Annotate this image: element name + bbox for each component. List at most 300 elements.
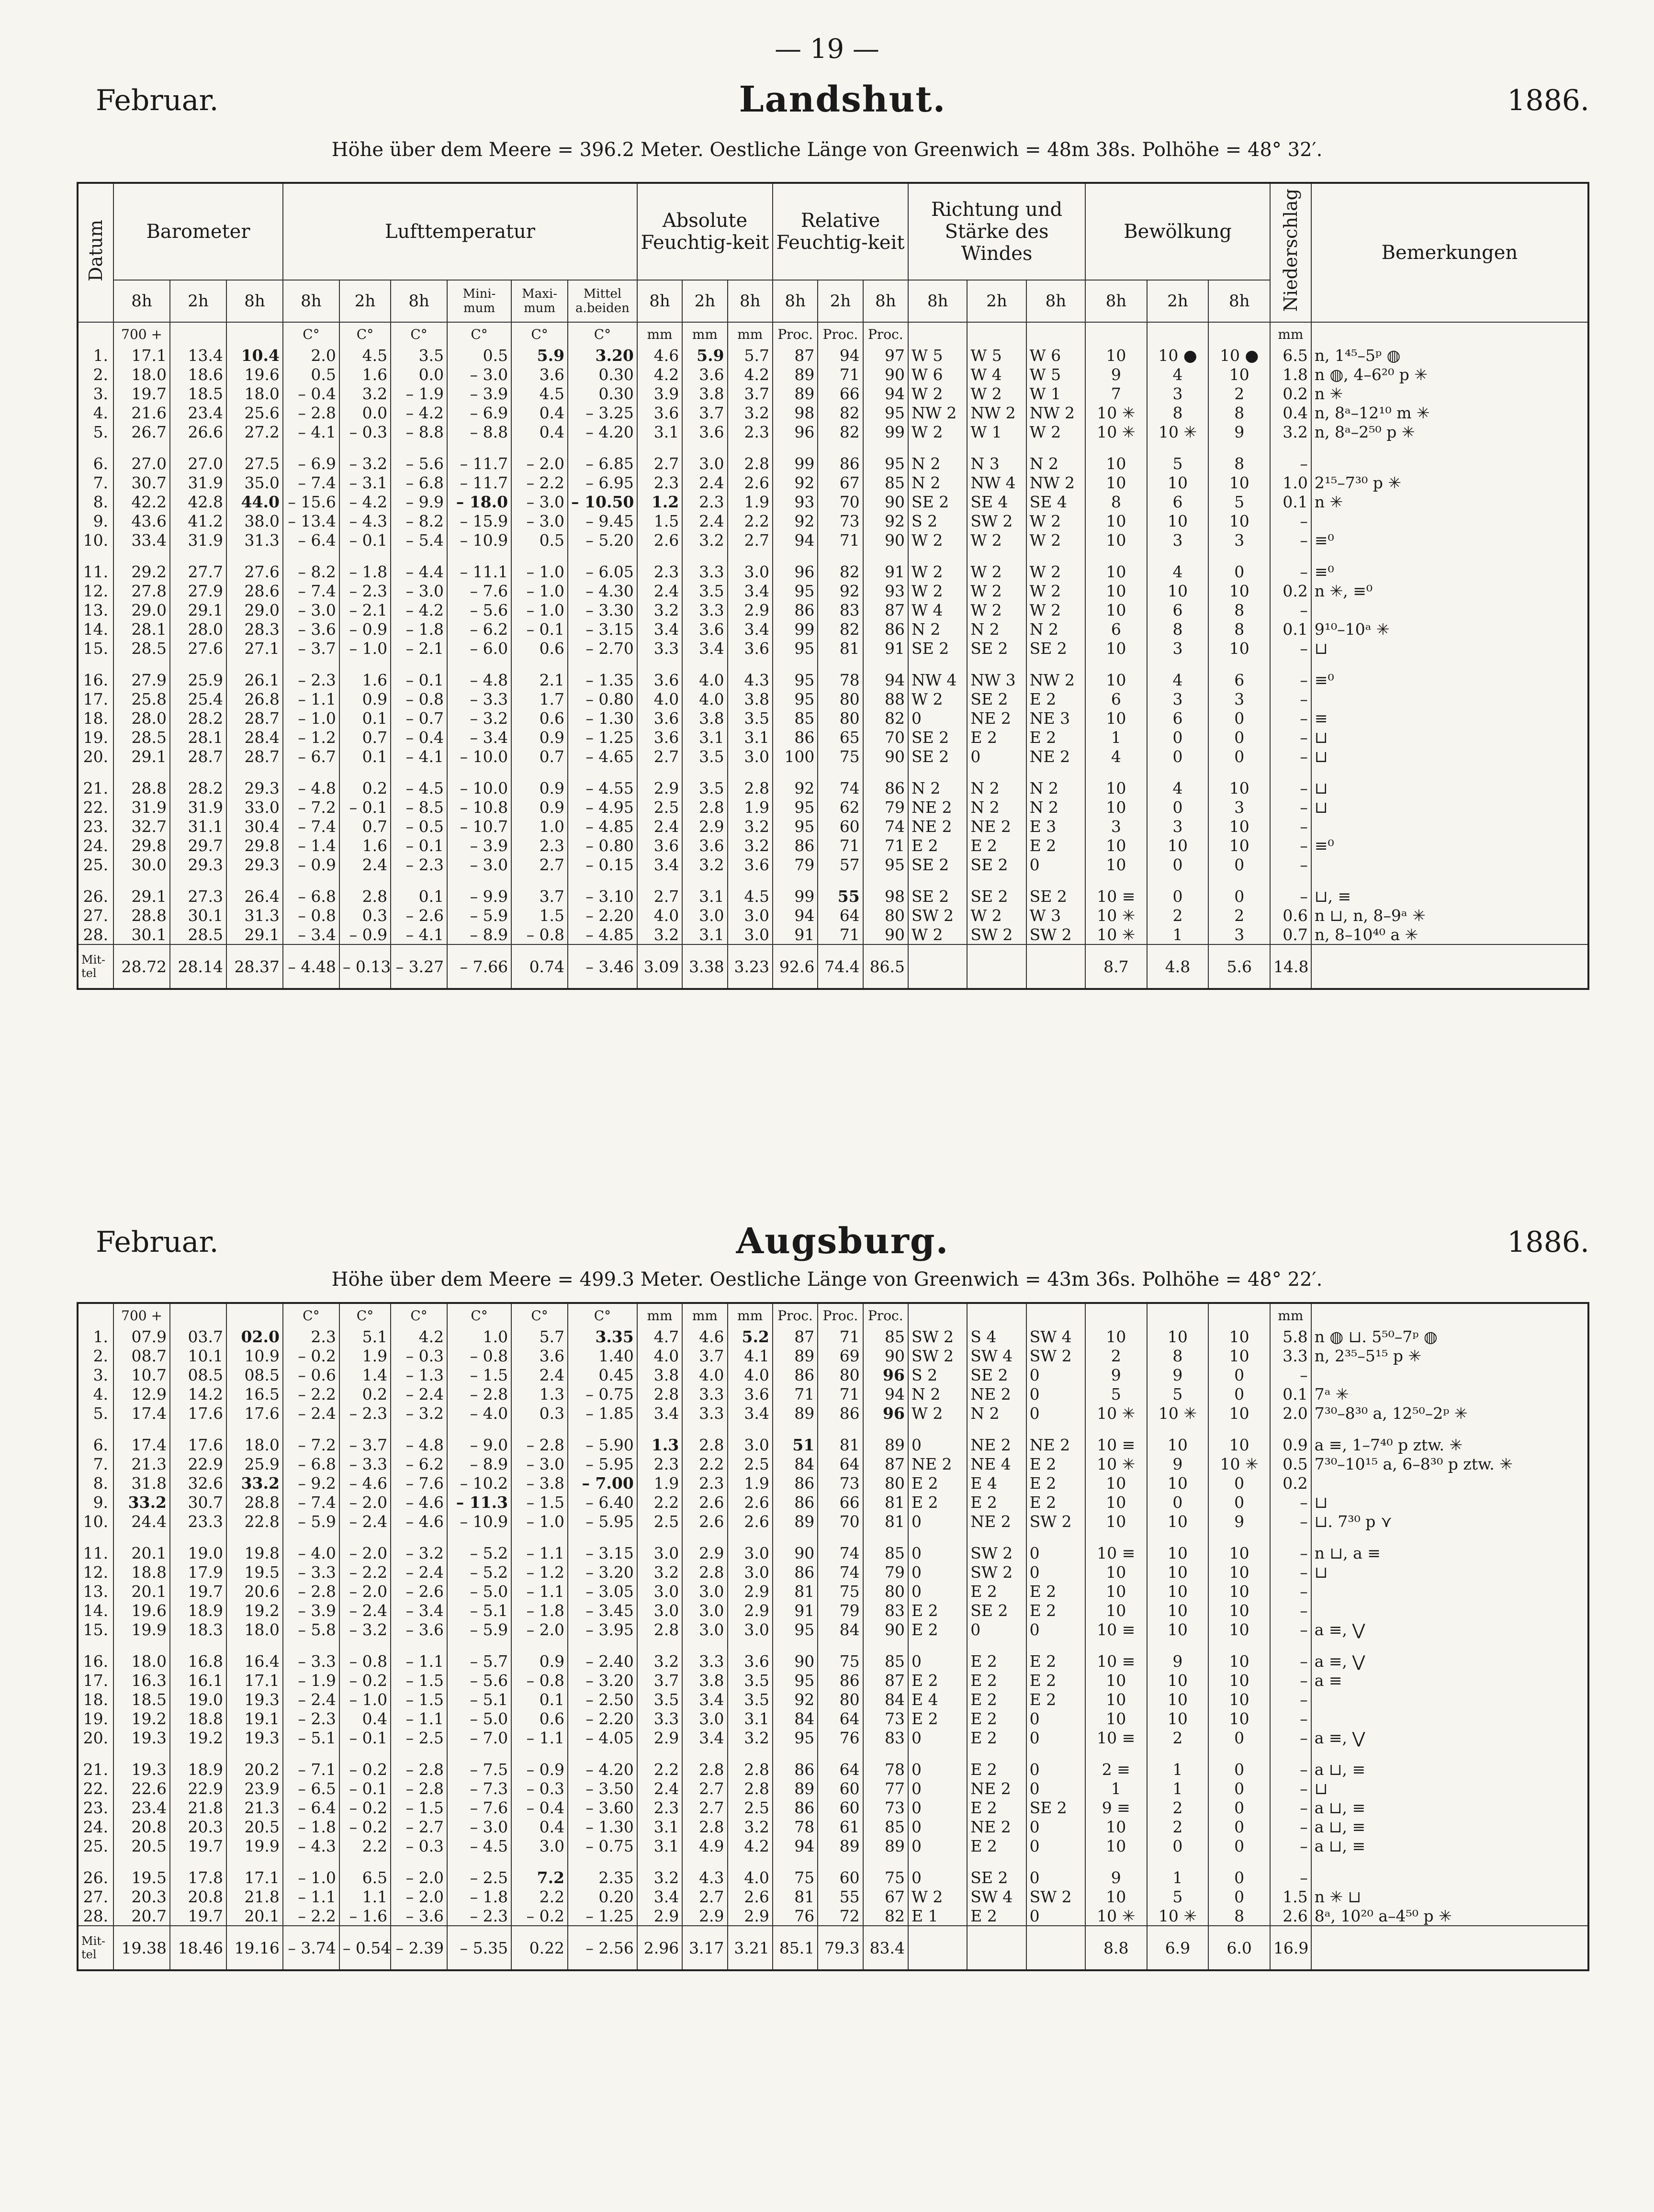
value-cell: 2.6	[682, 1512, 727, 1531]
value-cell: – 0.9	[339, 619, 391, 639]
value-cell: – 1.0	[511, 1512, 568, 1531]
landshut-table	[77, 182, 1589, 990]
spacer-cell	[1311, 1747, 1588, 1760]
value-cell: 95	[773, 1728, 818, 1747]
table-row	[78, 836, 1588, 855]
value-cell: – 2.3	[339, 581, 391, 600]
value-cell: 1	[1147, 1868, 1209, 1887]
value-cell: 18.8	[170, 1709, 226, 1728]
value-cell: 2	[1085, 1346, 1147, 1365]
spacer-cell	[568, 1639, 637, 1651]
value-cell: 2.7	[511, 855, 568, 874]
value-cell: 69	[818, 1346, 863, 1365]
spacer-cell	[682, 550, 727, 562]
remark-cell	[1311, 1868, 1588, 1887]
value-cell: –	[1270, 797, 1311, 817]
value-cell: 9	[1208, 1512, 1270, 1531]
value-cell: 10	[1085, 1512, 1147, 1531]
date-cell: 2.	[78, 1346, 113, 1365]
spacer-cell	[1270, 550, 1311, 562]
value-cell: – 7.2	[283, 797, 339, 817]
value-cell: 84	[863, 1690, 908, 1709]
spacer-cell	[78, 1747, 113, 1760]
value-cell: – 3.6	[283, 619, 339, 639]
value-cell: – 5.9	[447, 1620, 511, 1639]
remark-cell: 2¹⁵–7³⁰ p ✳	[1311, 473, 1588, 492]
spacer-cell	[728, 1747, 773, 1760]
subheader-h8: 8h	[863, 280, 908, 322]
value-cell: – 6.40	[568, 1493, 637, 1512]
value-cell: 81	[818, 1435, 863, 1454]
value-cell: 28.7	[226, 747, 283, 766]
value-cell: – 7.4	[283, 817, 339, 836]
date-cell: 27.	[78, 1887, 113, 1906]
table-row	[78, 365, 1588, 384]
value-cell: 10.9	[226, 1346, 283, 1365]
spacer-cell	[1208, 1855, 1270, 1868]
value-cell: 5.2	[728, 1327, 773, 1346]
mittel-value: 5.6	[1208, 944, 1270, 989]
value-cell: 86	[773, 1798, 818, 1817]
value-cell: 2.3	[637, 1454, 682, 1473]
table-row	[78, 1543, 1588, 1562]
value-cell: 19.0	[170, 1690, 226, 1709]
remark-cell: a ⊔, ≡	[1311, 1760, 1588, 1779]
spacer-cell	[113, 766, 170, 778]
value-cell: –	[1270, 511, 1311, 530]
value-cell: 0	[908, 1817, 967, 1836]
unit-cell	[1147, 1303, 1209, 1327]
value-cell: 3.1	[728, 728, 773, 747]
spacer-row	[78, 1423, 1588, 1435]
value-cell: 2.35	[568, 1868, 637, 1887]
subheader-minimum: Mini-mum	[447, 280, 511, 322]
value-cell: 0	[967, 1620, 1026, 1639]
value-cell: – 7.5	[447, 1760, 511, 1779]
unit-cell: mm	[728, 322, 773, 346]
value-cell: 71	[818, 836, 863, 855]
value-cell: 10	[1208, 1709, 1270, 1728]
value-cell: 19.3	[226, 1690, 283, 1709]
value-cell: 3	[1147, 530, 1209, 550]
value-cell: – 0.4	[511, 1798, 568, 1817]
value-cell: – 10.50	[568, 492, 637, 511]
value-cell: 1.9	[728, 1473, 773, 1493]
value-cell: 2.3	[682, 1473, 727, 1493]
col-bemerkungen: Bemerkungen	[1311, 183, 1588, 322]
value-cell: 14.2	[170, 1384, 226, 1404]
value-cell: 62	[818, 797, 863, 817]
value-cell: 85	[863, 1543, 908, 1562]
value-cell: 2.3	[511, 836, 568, 855]
mittel-value	[967, 1926, 1026, 1970]
value-cell: 0.9	[511, 1651, 568, 1671]
value-cell: – 7.3	[447, 1779, 511, 1798]
value-cell: 0	[1026, 1817, 1085, 1836]
value-cell: 78	[818, 670, 863, 689]
value-cell: – 3.2	[391, 1543, 447, 1562]
value-cell: 2.3	[637, 1798, 682, 1817]
subheader-h2: 2h	[1147, 280, 1209, 322]
value-cell: 81	[863, 1512, 908, 1531]
value-cell: 85	[863, 1817, 908, 1836]
mittel-value: 74.4	[818, 944, 863, 989]
value-cell: – 1.9	[283, 1671, 339, 1690]
spacer-cell	[78, 441, 113, 454]
value-cell: 3	[1208, 797, 1270, 817]
value-cell: – 3.9	[283, 1601, 339, 1620]
value-cell: 0	[1026, 1836, 1085, 1855]
subheader-h2: 2h	[682, 280, 727, 322]
value-cell: 71	[818, 1384, 863, 1404]
value-cell: 94	[773, 1836, 818, 1855]
spacer-cell	[1147, 874, 1209, 887]
spacer-cell	[391, 1639, 447, 1651]
value-cell: – 6.9	[283, 454, 339, 473]
value-cell: – 2.0	[339, 1582, 391, 1601]
augsburg-header	[96, 1221, 1589, 1264]
table-row	[78, 728, 1588, 747]
value-cell: 2	[1147, 906, 1209, 925]
value-cell: 3.6	[637, 728, 682, 747]
value-cell: 13.4	[170, 346, 226, 365]
value-cell: 4.3	[682, 1868, 727, 1887]
spacer-cell	[339, 550, 391, 562]
value-cell: – 10.2	[447, 1473, 511, 1493]
value-cell: – 4.20	[568, 422, 637, 441]
value-cell: 0	[1147, 887, 1209, 906]
value-cell: – 3.7	[339, 1435, 391, 1454]
value-cell: 83	[818, 600, 863, 619]
value-cell: 10	[1147, 581, 1209, 600]
value-cell: –	[1270, 1868, 1311, 1887]
date-cell: 25.	[78, 1836, 113, 1855]
value-cell: 29.3	[170, 855, 226, 874]
value-cell: 21.3	[113, 1454, 170, 1473]
value-cell: 92	[773, 473, 818, 492]
value-cell: 10	[1208, 581, 1270, 600]
spacer-cell	[1026, 1855, 1085, 1868]
spacer-cell	[1026, 550, 1085, 562]
remark-cell: n, 8ᵃ–2⁵⁰ p ✳	[1311, 422, 1588, 441]
value-cell: 0.4	[511, 422, 568, 441]
value-cell: –	[1270, 1601, 1311, 1620]
value-cell: – 3.0	[447, 1817, 511, 1836]
spacer-cell	[170, 658, 226, 670]
value-cell: E 2	[967, 1798, 1026, 1817]
value-cell: 2.9	[637, 1728, 682, 1747]
value-cell: 1.9	[728, 797, 773, 817]
value-cell: – 0.1	[511, 619, 568, 639]
spacer-cell	[511, 1855, 568, 1868]
value-cell: N 2	[908, 473, 967, 492]
value-cell: 0	[908, 1562, 967, 1582]
value-cell: 3.1	[637, 422, 682, 441]
spacer-cell	[1085, 874, 1147, 887]
value-cell: 3.6	[728, 855, 773, 874]
value-cell: 28.7	[170, 747, 226, 766]
value-cell: W 5	[1026, 365, 1085, 384]
date-cell: 2.	[78, 365, 113, 384]
remark-cell: ≡⁰	[1311, 836, 1588, 855]
value-cell: – 2.6	[391, 906, 447, 925]
value-cell: 33.0	[226, 797, 283, 817]
value-cell: 17.4	[113, 1404, 170, 1423]
value-cell: W 2	[967, 384, 1026, 403]
value-cell: 89	[773, 1404, 818, 1423]
value-cell: 87	[773, 346, 818, 365]
value-cell: 0.9	[1270, 1435, 1311, 1454]
value-cell: 80	[818, 1690, 863, 1709]
value-cell: – 2.4	[283, 1404, 339, 1423]
value-cell: 0.6	[511, 1709, 568, 1728]
spacer-cell	[1026, 1639, 1085, 1651]
spacer-cell	[908, 766, 967, 778]
value-cell: – 3.3	[339, 1454, 391, 1473]
value-cell: – 5.95	[568, 1512, 637, 1531]
value-cell: 2.2	[637, 1493, 682, 1512]
value-cell: 2.8	[339, 887, 391, 906]
value-cell: 98	[863, 887, 908, 906]
value-cell: 4.0	[728, 1365, 773, 1384]
value-cell: NE 2	[967, 1512, 1026, 1531]
table-row	[78, 1779, 1588, 1798]
value-cell: 19.0	[170, 1543, 226, 1562]
value-cell: 67	[818, 473, 863, 492]
value-cell: – 3.4	[283, 925, 339, 944]
value-cell: W 6	[908, 365, 967, 384]
mittel-value: 6.9	[1147, 1926, 1209, 1970]
spacer-cell	[1311, 766, 1588, 778]
spacer-cell	[113, 1423, 170, 1435]
value-cell: 0.0	[391, 365, 447, 384]
value-cell: 2.0	[283, 346, 339, 365]
unit-cell: mm	[682, 1303, 727, 1327]
value-cell: 3.6	[637, 403, 682, 422]
value-cell: 92	[818, 581, 863, 600]
value-cell: – 7.0	[447, 1728, 511, 1747]
mittel-value: 3.21	[728, 1926, 773, 1970]
unit-cell: C°	[283, 1303, 339, 1327]
unit-cell	[226, 1303, 283, 1327]
value-cell: – 0.80	[568, 689, 637, 708]
spacer-cell	[447, 441, 511, 454]
spacer-cell	[637, 550, 682, 562]
value-cell: 99	[773, 454, 818, 473]
spacer-cell	[1208, 874, 1270, 887]
spacer-cell	[1085, 441, 1147, 454]
value-cell: 3.6	[637, 708, 682, 728]
value-cell: 1	[1147, 1779, 1209, 1798]
date-cell: 9.	[78, 1493, 113, 1512]
value-cell: NW 4	[967, 473, 1026, 492]
value-cell: 67	[863, 1887, 908, 1906]
spacer-cell	[391, 1531, 447, 1543]
value-cell: – 2.7	[391, 1817, 447, 1836]
value-cell: 10	[1147, 1473, 1209, 1493]
value-cell: – 0.8	[447, 1346, 511, 1365]
year-label: 1886.	[1507, 84, 1589, 117]
remark-cell: n, 8ᵃ–12¹⁰ m ✳	[1311, 403, 1588, 422]
spacer-cell	[908, 1747, 967, 1760]
value-cell: – 0.80	[568, 836, 637, 855]
value-cell: 5	[1147, 1887, 1209, 1906]
value-cell: E 2	[908, 1493, 967, 1512]
value-cell: – 4.4	[391, 562, 447, 581]
value-cell: – 3.2	[339, 454, 391, 473]
spacer-cell	[637, 1747, 682, 1760]
value-cell: – 6.9	[447, 403, 511, 422]
value-cell: E 2	[1026, 728, 1085, 747]
value-cell: 28.0	[170, 619, 226, 639]
spacer-cell	[637, 1531, 682, 1543]
value-cell: E 2	[1026, 1690, 1085, 1709]
value-cell: W 6	[1026, 346, 1085, 365]
value-cell: 86	[773, 600, 818, 619]
value-cell: – 1.0	[339, 1690, 391, 1709]
value-cell: NE 3	[1026, 708, 1085, 728]
value-cell: 2.8	[728, 1760, 773, 1779]
value-cell: 0.6	[511, 639, 568, 658]
spacer-cell	[1208, 1531, 1270, 1543]
value-cell: – 7.6	[447, 581, 511, 600]
remark-cell: ⊔	[1311, 778, 1588, 797]
value-cell: 28.8	[113, 778, 170, 797]
value-cell: – 6.5	[283, 1779, 339, 1798]
value-cell: 81	[863, 1493, 908, 1512]
remark-cell	[1311, 1582, 1588, 1601]
value-cell: 89	[863, 1435, 908, 1454]
spacer-cell	[773, 441, 818, 454]
value-cell: 4.9	[682, 1836, 727, 1855]
spacer-cell	[568, 1531, 637, 1543]
value-cell: 0	[1026, 1906, 1085, 1926]
value-cell: 60	[818, 1779, 863, 1798]
unit-cell	[1085, 322, 1147, 346]
subheader-h8: 8h	[226, 280, 283, 322]
value-cell: 2.2	[728, 511, 773, 530]
table-row	[78, 492, 1588, 511]
value-cell: 10	[1085, 511, 1147, 530]
value-cell: NE 2	[1026, 1435, 1085, 1454]
value-cell: E 3	[1026, 817, 1085, 836]
spacer-cell	[773, 1855, 818, 1868]
value-cell: SE 4	[1026, 492, 1085, 511]
spacer-cell	[818, 1423, 863, 1435]
value-cell: – 2.2	[283, 1906, 339, 1926]
value-cell: 2.0	[1270, 1404, 1311, 1423]
spacer-cell	[226, 658, 283, 670]
spacer-cell	[773, 1747, 818, 1760]
value-cell: 10 ●	[1147, 346, 1209, 365]
value-cell: – 2.0	[511, 1620, 568, 1639]
value-cell: 8	[1208, 1906, 1270, 1926]
value-cell: 10	[1085, 836, 1147, 855]
value-cell: SW 4	[967, 1346, 1026, 1365]
value-cell: N 2	[1026, 797, 1085, 817]
value-cell: SW 2	[1026, 1512, 1085, 1531]
value-cell: 71	[818, 925, 863, 944]
value-cell: 23.4	[170, 403, 226, 422]
value-cell: 0.4	[511, 1817, 568, 1836]
value-cell: 5.8	[1270, 1327, 1311, 1346]
value-cell: – 4.2	[339, 492, 391, 511]
value-cell: – 9.2	[283, 1473, 339, 1493]
value-cell: 10 ✳	[1208, 1454, 1270, 1473]
mittel-value: 28.37	[226, 944, 283, 989]
value-cell: 95	[863, 454, 908, 473]
value-cell: 26.6	[170, 422, 226, 441]
value-cell: – 18.0	[447, 492, 511, 511]
value-cell: – 4.8	[391, 1435, 447, 1454]
value-cell: 10 ●	[1208, 346, 1270, 365]
value-cell: 1.2	[637, 492, 682, 511]
value-cell: 83	[863, 1728, 908, 1747]
subheader-h2: 2h	[967, 280, 1026, 322]
spacer-row	[78, 658, 1588, 670]
spacer-cell	[682, 1855, 727, 1868]
mittel-value: 0.22	[511, 1926, 568, 1970]
spacer-cell	[1085, 1531, 1147, 1543]
spacer-cell	[226, 1747, 283, 1760]
value-cell: W 2	[1026, 562, 1085, 581]
value-cell: 28.1	[170, 728, 226, 747]
spacer-cell	[1311, 1855, 1588, 1868]
value-cell: 95	[773, 817, 818, 836]
value-cell: – 1.8	[391, 619, 447, 639]
value-cell: 3.3	[1270, 1346, 1311, 1365]
spacer-cell	[1270, 766, 1311, 778]
value-cell: 27.0	[113, 454, 170, 473]
value-cell: E 2	[1026, 1493, 1085, 1512]
value-cell: –	[1270, 1817, 1311, 1836]
spacer-cell	[967, 658, 1026, 670]
value-cell: 0	[1147, 728, 1209, 747]
spacer-cell	[447, 874, 511, 887]
value-cell: 0.4	[511, 403, 568, 422]
value-cell: 3.8	[682, 708, 727, 728]
subheader-h8: 8h	[773, 280, 818, 322]
value-cell: 3.2	[637, 1562, 682, 1582]
table-row	[78, 855, 1588, 874]
landshut-table-wrap	[77, 182, 1589, 990]
value-cell: NE 2	[1026, 747, 1085, 766]
value-cell: 2.3	[637, 473, 682, 492]
value-cell: – 1.0	[511, 600, 568, 619]
mittel-value: – 2.56	[568, 1926, 637, 1970]
remark-cell: a ≡, ⋁	[1311, 1651, 1588, 1671]
value-cell: 16.1	[170, 1671, 226, 1690]
value-cell: 0	[1026, 855, 1085, 874]
value-cell: 10 ✳	[1085, 906, 1147, 925]
value-cell: 98	[773, 403, 818, 422]
spacer-row	[78, 1747, 1588, 1760]
subheader-h8: 8h	[728, 280, 773, 322]
value-cell: –	[1270, 728, 1311, 747]
value-cell: 71	[863, 836, 908, 855]
spacer-row	[78, 441, 1588, 454]
value-cell: – 1.0	[511, 581, 568, 600]
spacer-cell	[391, 658, 447, 670]
value-cell: 89	[773, 1779, 818, 1798]
value-cell: 20.3	[170, 1817, 226, 1836]
value-cell: 10 ✳	[1085, 1454, 1147, 1473]
value-cell: 3	[1208, 689, 1270, 708]
value-cell: – 1.30	[568, 708, 637, 728]
value-cell: 0	[1208, 562, 1270, 581]
value-cell: 3.1	[637, 1836, 682, 1855]
col-barometer: Barometer	[113, 183, 283, 280]
